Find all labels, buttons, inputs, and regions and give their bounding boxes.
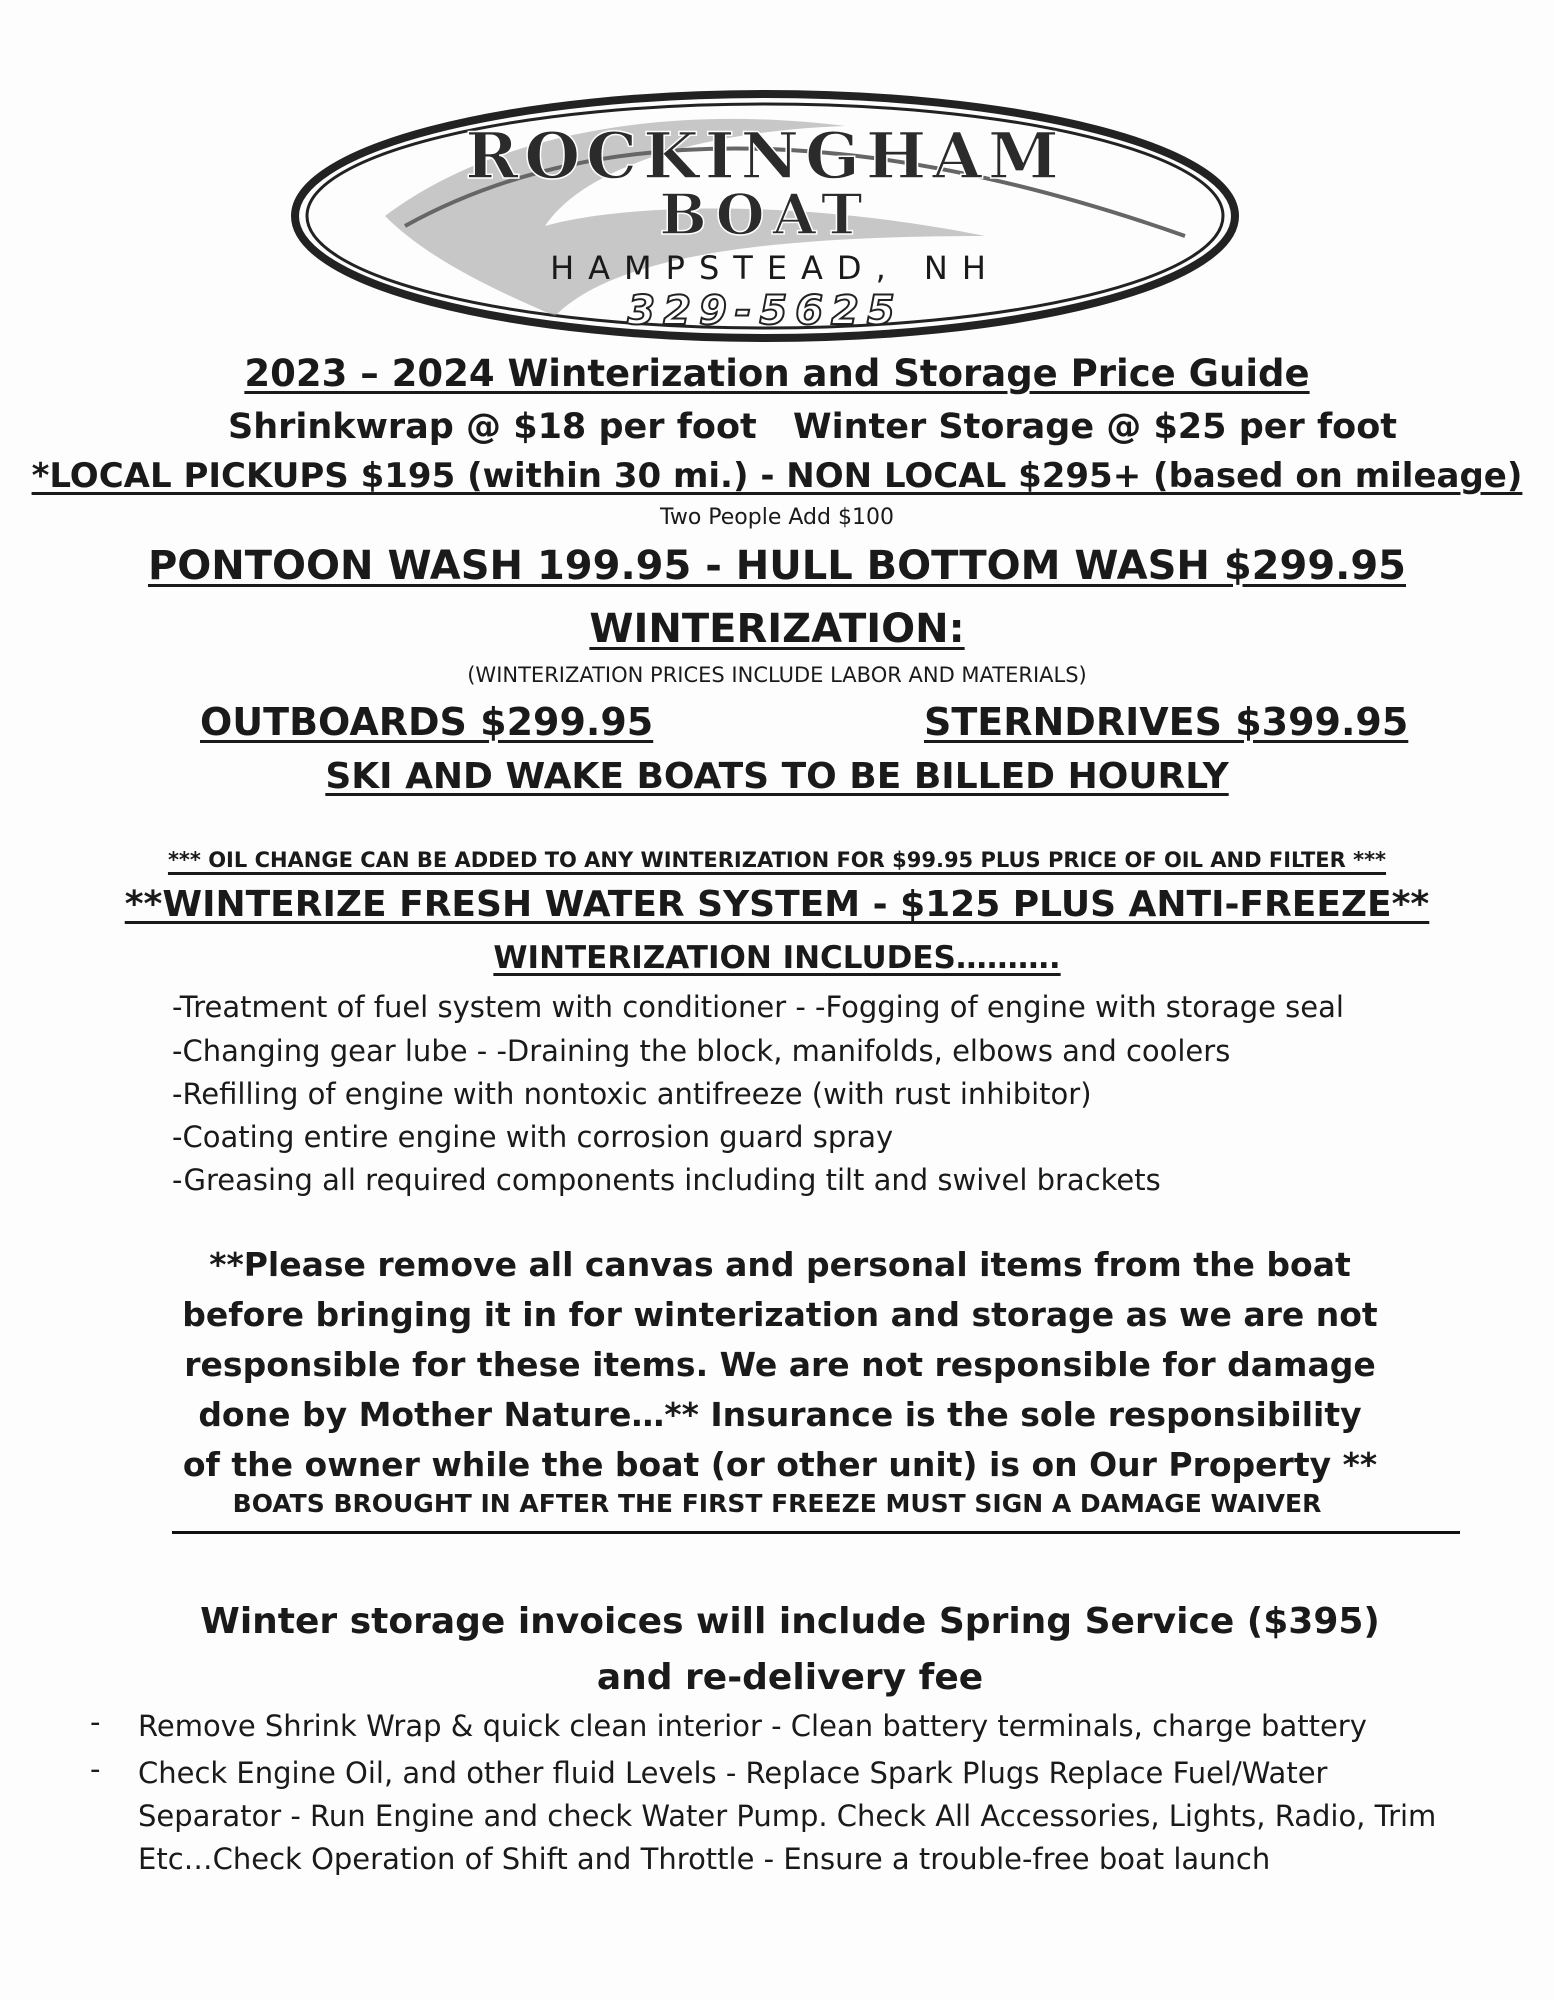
winterization-note: (WINTERIZATION PRICES INCLUDE LABOR AND MATERIALS): [467, 663, 1087, 687]
logo-location: HAMPSTEAD, NH: [550, 249, 1000, 287]
wash-prices: PONTOON WASH 199.95 - HULL BOTTOM WASH $299.95: [147, 543, 1407, 589]
winterization-heading: WINTERIZATION:: [589, 606, 965, 652]
price-guide-title: 2023 – 2024 Winterization and Storage Price Guide: [244, 352, 1310, 395]
shrinkwrap-price: Shrinkwrap @ $18 per foot: [228, 407, 757, 447]
spring-service-item: Remove Shrink Wrap & quick clean interior - Clean battery terminals, charge battery: [138, 1709, 1367, 1743]
sterndrives-price: STERNDRIVES $399.95: [924, 700, 1409, 744]
logo-phone: 329-5625: [627, 288, 903, 334]
damage-waiver-note: BOATS BROUGHT IN AFTER THE FIRST FREEZE MUST SIGN A DAMAGE WAIVER: [232, 1489, 1322, 1518]
includes-item: -Greasing all required components including tilt and swivel brackets: [172, 1163, 1161, 1197]
spring-service-item: Check Engine Oil, and other fluid Levels - Replace Spark Plugs Replace Fuel/Water Separator - Run Engine and check Water Pump. Check All Accessories, Lights, Radio, Trim Etc…Check Operation of Shift and Throttle - Ensure a trouble-free boat launch: [138, 1756, 1437, 1876]
includes-item: -Coating entire engine with corrosion guard spray: [172, 1120, 894, 1154]
logo-name-line2: BOAT: [659, 182, 871, 248]
includes-item: -Changing gear lube - -Draining the block, manifolds, elbows and coolers: [172, 1034, 1231, 1068]
bullet-mark: -: [90, 1705, 101, 1739]
winter-storage-price: Winter Storage @ $25 per foot: [793, 407, 1397, 447]
fresh-water-price: **WINTERIZE FRESH WATER SYSTEM - $125 PLUS ANTI-FREEZE**: [124, 884, 1430, 925]
two-people-note: Two People Add $100: [660, 505, 894, 530]
includes-item: -Treatment of fuel system with conditioner - -Fogging of engine with storage seal: [172, 990, 1344, 1024]
bullet-mark: -: [90, 1752, 101, 1786]
outboards-price: OUTBOARDS $299.95: [200, 700, 654, 744]
spring-service-heading: Winter storage invoices will include Spring Service ($395) and re-delivery fee: [200, 1601, 1380, 1698]
divider: [172, 1531, 1460, 1534]
logo-name-line1: ROCKINGHAM: [465, 119, 1065, 194]
pickup-prices: *LOCAL PICKUPS $195 (within 30 mi.) - NON LOCAL $295+ (based on mileage): [31, 456, 1523, 496]
rockingham-boat-logo: [285, 86, 1245, 346]
oil-change-note: *** OIL CHANGE CAN BE ADDED TO ANY WINTERIZATION FOR $99.95 PLUS PRICE OF OIL AND FILTER ***: [167, 848, 1387, 872]
winterization-includes-heading: WINTERIZATION INCLUDES……….: [493, 940, 1061, 976]
includes-item: -Refilling of engine with nontoxic antifreeze (with rust inhibitor): [172, 1077, 1092, 1111]
responsibility-notice: **Please remove all canvas and personal items from the boat before bringing it in for winterization and storage as we are not responsible for these items. We are not responsible for damage done by Mother Nature…** Insurance is the sole responsibility of the owner while the boat (or other unit) is on Our Property **: [182, 1245, 1378, 1484]
ski-wake-note: SKI AND WAKE BOATS TO BE BILLED HOURLY: [325, 756, 1229, 797]
